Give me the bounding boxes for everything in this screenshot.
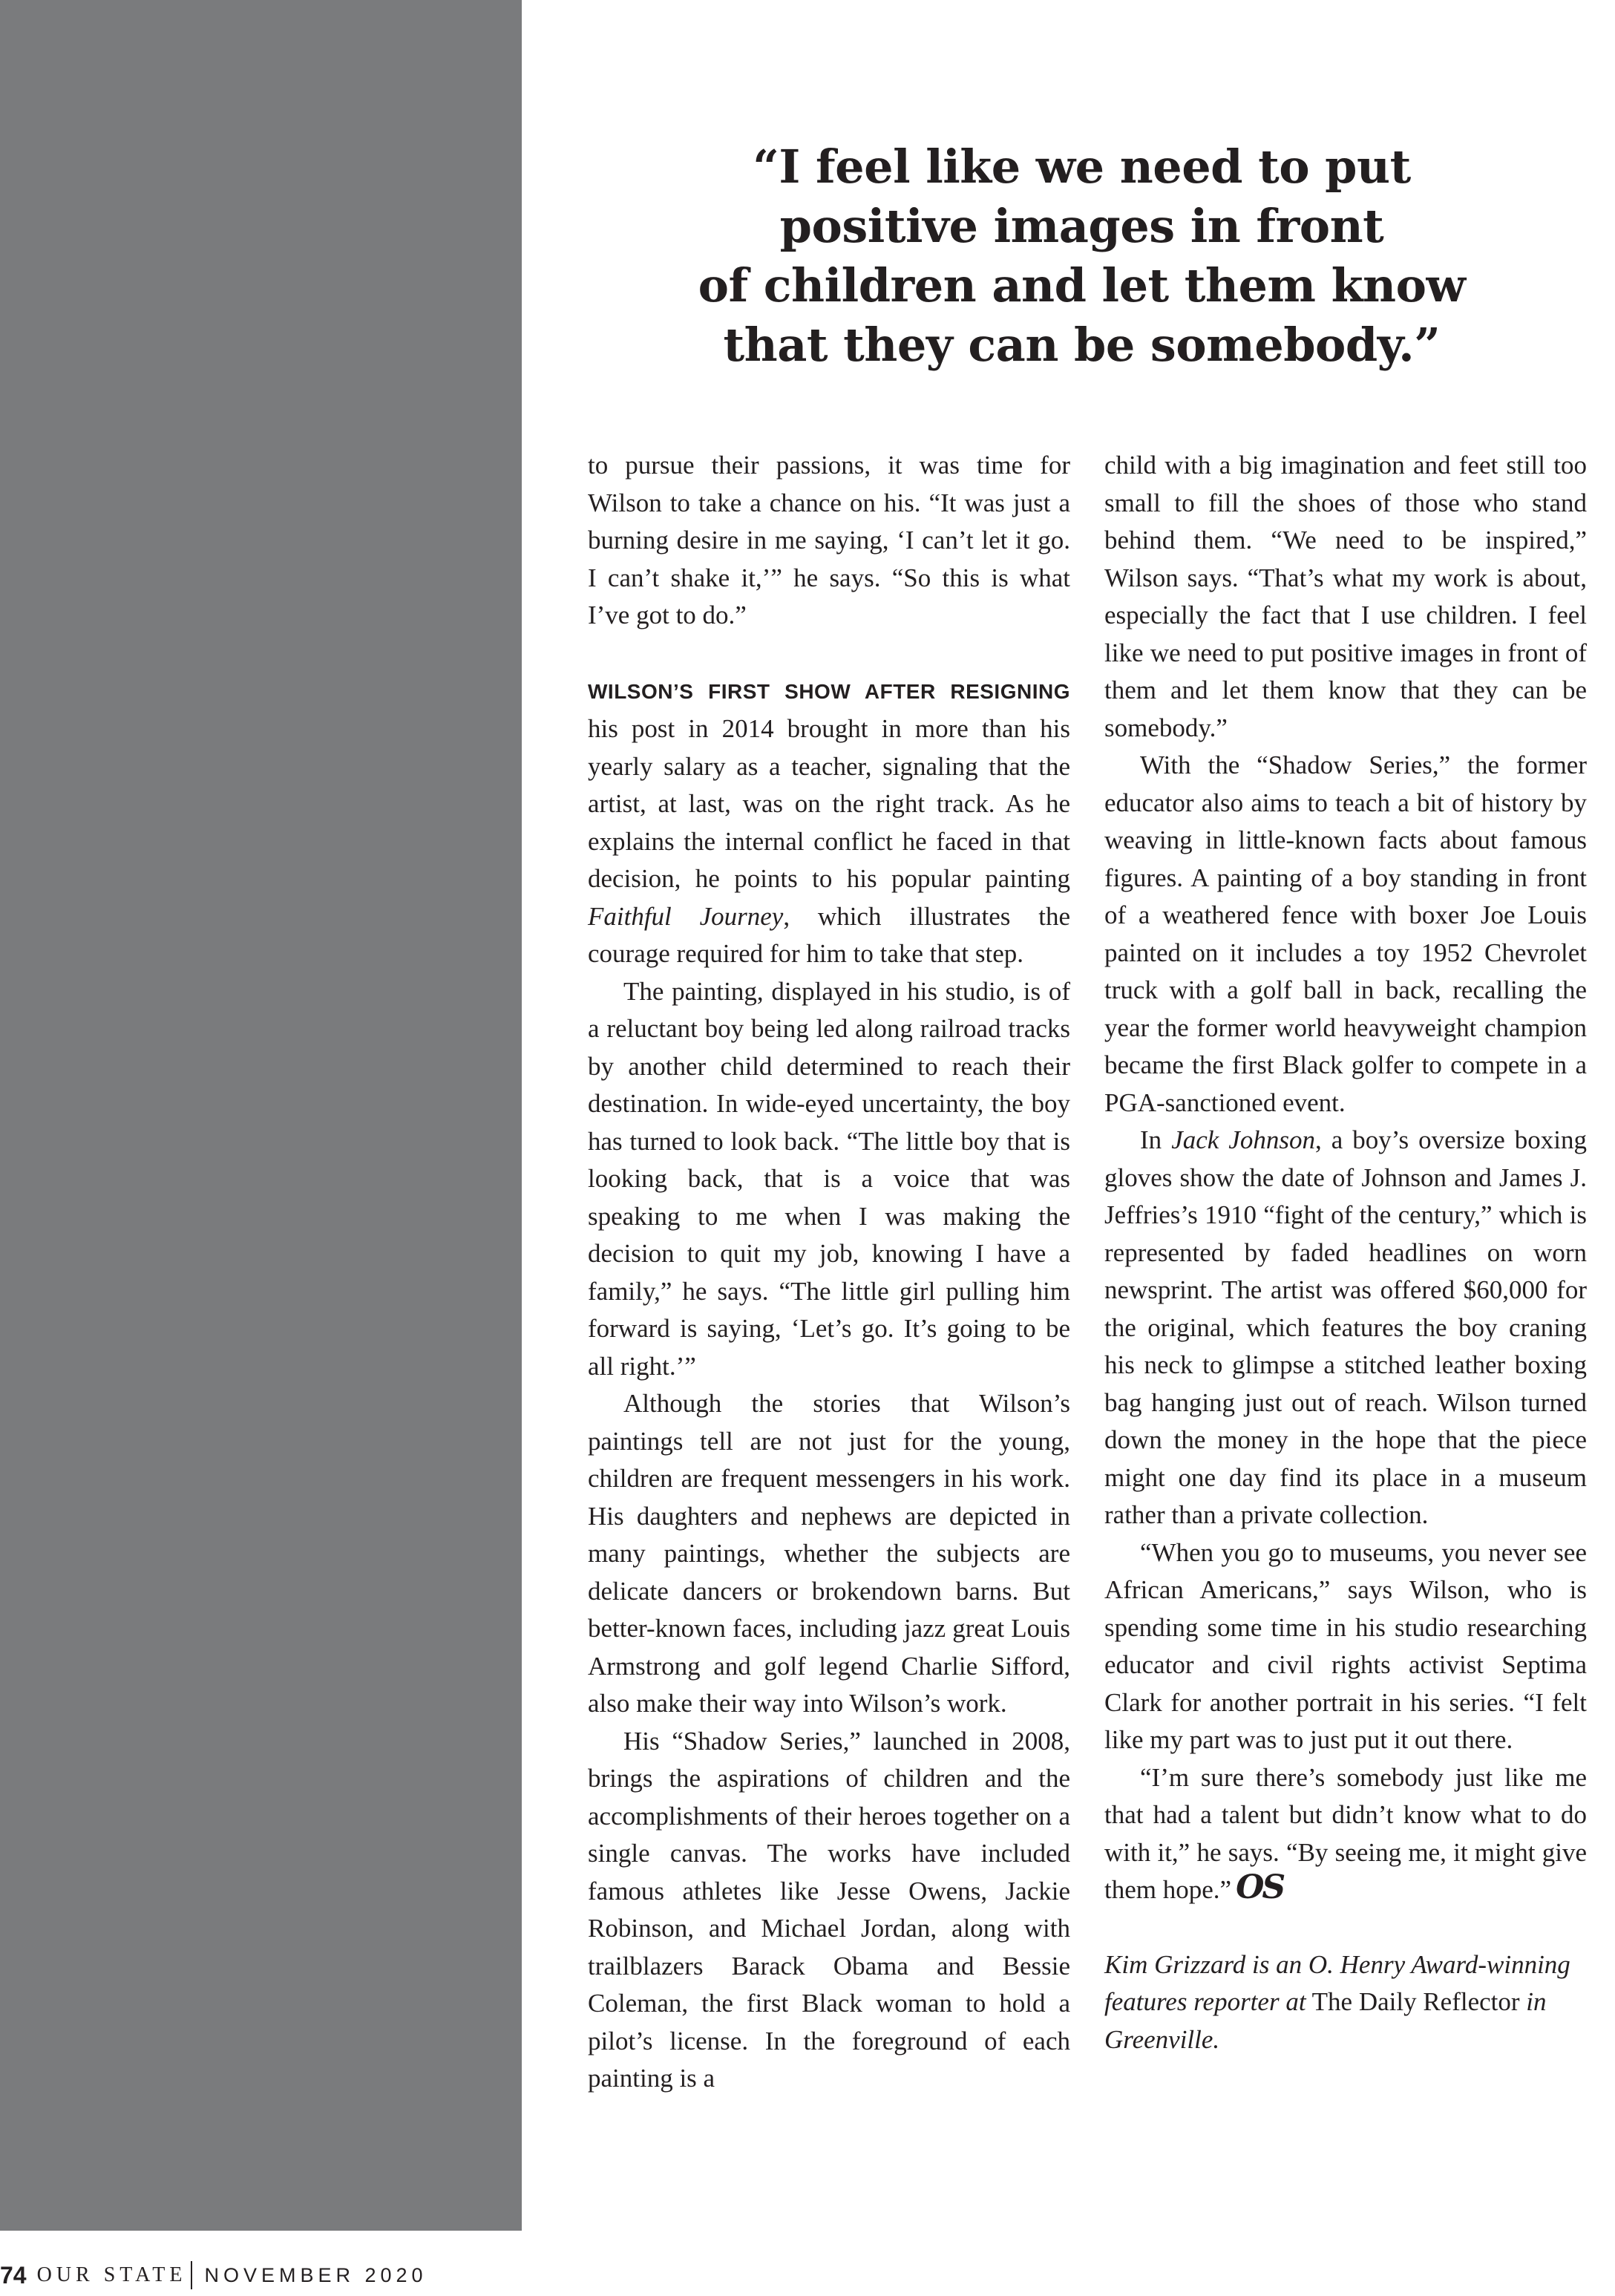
page-number: 74: [0, 2261, 27, 2289]
body-text: “I’m sure there’s somebody just like me that had a talent but didn’t know what to do with it,” he says. “By seeing me, it might give them hope.”: [1104, 1762, 1587, 1904]
body-paragraph: [1104, 1122, 1587, 1534]
folio-divider: [191, 2261, 192, 2289]
body-paragraph: His “Shadow Series,” launched in 2008, brings the aspirations of children and the accomplishments of their heroes together on a single canvas. The works have included famous athletes like Jesse Owens, Jackie Robinson, and Michael Jordan, along with trailblazers Barack Obama and Bessie Coleman, the first Black woman to hold a pilot’s license. In the foreground of each painting is a: [588, 1726, 1070, 2093]
lead-in: WILSON’S FIRST SHOW AFTER RESIGNING: [588, 679, 1070, 703]
publication-name: The Daily Reflector: [1306, 1987, 1527, 2016]
byline-text: Kim Grizzard is an O. Henry Award-winning features reporter at: [1104, 1949, 1570, 2016]
author-byline: [1104, 1946, 1587, 2059]
body-paragraph: With the “Shadow Series,” the former educator also aims to teach a bit of history by weaving in little-known facts about famous figures. A painting of a boy standing in front of a weathered fence with boxer Joe Louis painted on it includes a toy 1952 Chevrolet truck with a golf ball in back, recalling the year the former world heavyweight champion became the first Black golfer to compete in a PGA-sanctioned event.: [1104, 750, 1587, 1117]
byline-text: in Greenville.: [1104, 1987, 1547, 2054]
body-paragraph: Although the stories that Wilson’s paintings tell are not just for the young, children are frequent messengers in his work. His daughters and nephews are depicted in many paintings, whether the subjects are delicate dancers or brokendown barns. But better-known faces, including jazz great Louis Armstrong and golf legend Charlie Sifford, also make their way into Wilson’s work.: [588, 1389, 1070, 1718]
body-text: , which illustrates the courage required for him to take that step.: [588, 901, 1070, 968]
body-paragraph: child with a big imagination and feet still too small to fill the shoes of those who stand behind them. “We need to be inspired,” Wilson says. “That’s what my work is about, especially the fact that I use children. I feel like we need to put positive images in front of them and let them know that they can be somebody.”: [1104, 451, 1587, 742]
pull-quote-line: of children and let them know: [698, 258, 1466, 313]
body-paragraph: “When you go to museums, you never see African Americans,” says Wilson, who is spending some time in his studio researching educator and civil rights activist Septima Clark for another portrait in his series. “I felt like my part was to just put it out there.: [1104, 1537, 1587, 1754]
magazine-name: OUR STATE: [36, 2263, 187, 2286]
pull-quote-line: that they can be somebody.”: [723, 318, 1441, 372]
end-mark-logo: OS: [1236, 1868, 1284, 1906]
artwork-title: Faithful Journey: [588, 901, 784, 931]
section-start-paragraph: [588, 672, 1070, 973]
gray-image-panel: [0, 0, 522, 2231]
final-paragraph: [1104, 1759, 1587, 1909]
pull-quote: [653, 137, 1510, 375]
article-column-left: [588, 447, 1070, 2098]
page-folio: [0, 2257, 428, 2294]
body-text: his post in 2014 brought in more than his yearly salary as a teacher, signaling that the artist, at last, was on the right track. As he explains the internal conflict he faced in that decision, he points to his popular painting: [588, 714, 1070, 893]
artwork-title: Jack Johnson: [1171, 1125, 1315, 1154]
body-text: In: [1140, 1125, 1172, 1154]
pull-quote-line: “I feel like we need to put: [753, 140, 1411, 194]
issue-date: NOVEMBER 2020: [204, 2263, 428, 2286]
body-text: , a boy’s oversize boxing gloves show the date of Johnson and James J. Jeffries’s 1910 “fight of the century,” which is represented by faded headlines on worn newsprint. The artist was offered $60,000 for the original, which features the boy craning his neck to glimpse a stitched leather boxing bag hanging just out of reach. Wilson turned down the money in the hope that the piece might one day find its place in a museum rather than a private collection.: [1104, 1125, 1587, 1529]
article-column-right: [1104, 447, 1587, 2058]
body-paragraph: to pursue their passions, it was time for Wilson to take a chance on his. “It was just a burning desire in me saying, ‘I can’t let it go. I can’t shake it,’” he says. “So this is what I’ve got to do.”: [588, 451, 1070, 629]
pull-quote-line: positive images in front: [779, 199, 1384, 253]
body-paragraph: The painting, displayed in his studio, is of a reluctant boy being led along railroad tracks by another child determined to reach their destination. In wide-eyed uncertainty, the boy has turned to look back. “The little boy that is looking back, that is a voice that was speaking to me when I was making the decision to quit my job, knowing I have a family,” he says. “The little girl pulling him forward is saying, ‘Let’s go. It’s going to be all right.’”: [588, 976, 1070, 1381]
